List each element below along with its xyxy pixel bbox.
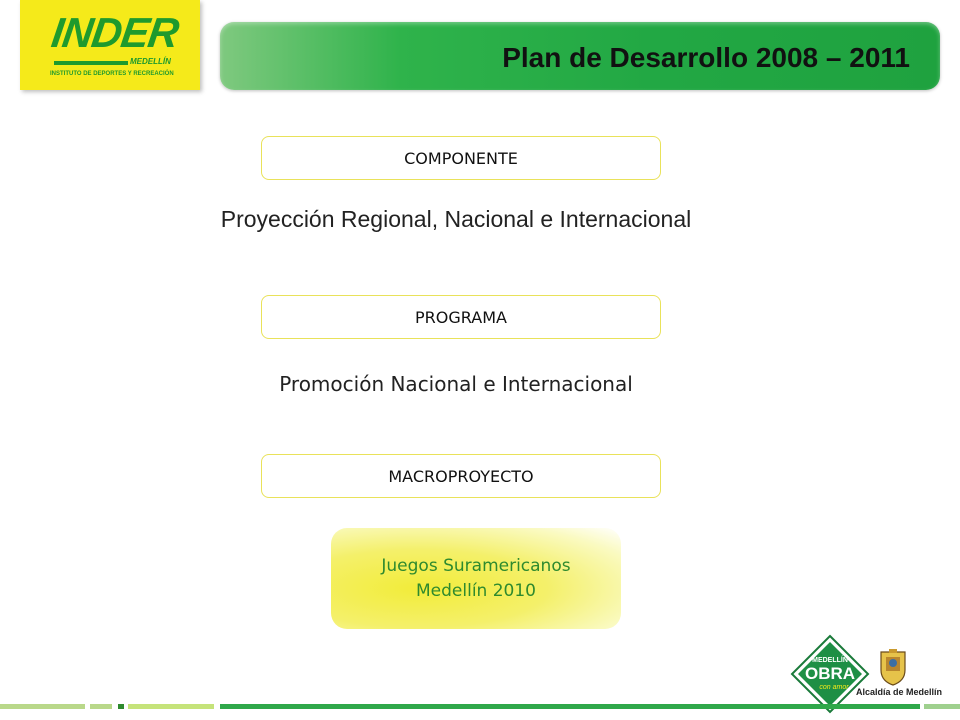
stripe-segment [90,704,112,709]
componente-value: Proyección Regional, Nacional e Internacional [220,206,692,232]
stripe-segment [0,704,85,709]
componente-label-box [261,136,661,180]
obra-logo-top: MEDELLÍN [812,657,848,664]
logo-underline [54,61,128,65]
programa-label-box [261,295,661,339]
programa-label: PROGRAMA [415,307,507,327]
stripe-segment [128,704,214,709]
medellin-obra-logo [790,634,870,714]
macroproyecto-label: MACROPROYECTO [388,466,534,486]
macroproyecto-label-box [261,454,661,498]
bottom-stripe [0,704,960,709]
componente-label: COMPONENTE [404,148,518,168]
page-title: Plan de Desarrollo 2008 – 2011 [502,42,910,73]
obra-logo-main: OBRA [804,664,856,683]
macroproyecto-value-line2: Medellín 2010 [416,580,536,601]
stripe-segment [924,704,960,709]
inder-logo [20,0,200,90]
obra-logo-bottom: con amor [819,684,849,691]
stripe-segment [220,704,920,709]
programa-value: Promoción Nacional e Internacional [279,372,633,396]
inder-logo-city: MEDELLÍN [130,57,171,66]
coat-of-arms-icon [878,648,908,686]
inder-logo-wordmark: INDER [48,9,182,56]
macroproyecto-value-line1: Juegos Suramericanos [381,555,571,576]
title-bar [220,22,940,90]
macroproyecto-value-box [331,528,621,629]
stripe-segment [118,704,124,709]
alcaldia-label: Alcaldía de Medellín [856,687,943,697]
inder-logo-tagline: INSTITUTO DE DEPORTES Y RECREACIÓN [50,71,174,77]
